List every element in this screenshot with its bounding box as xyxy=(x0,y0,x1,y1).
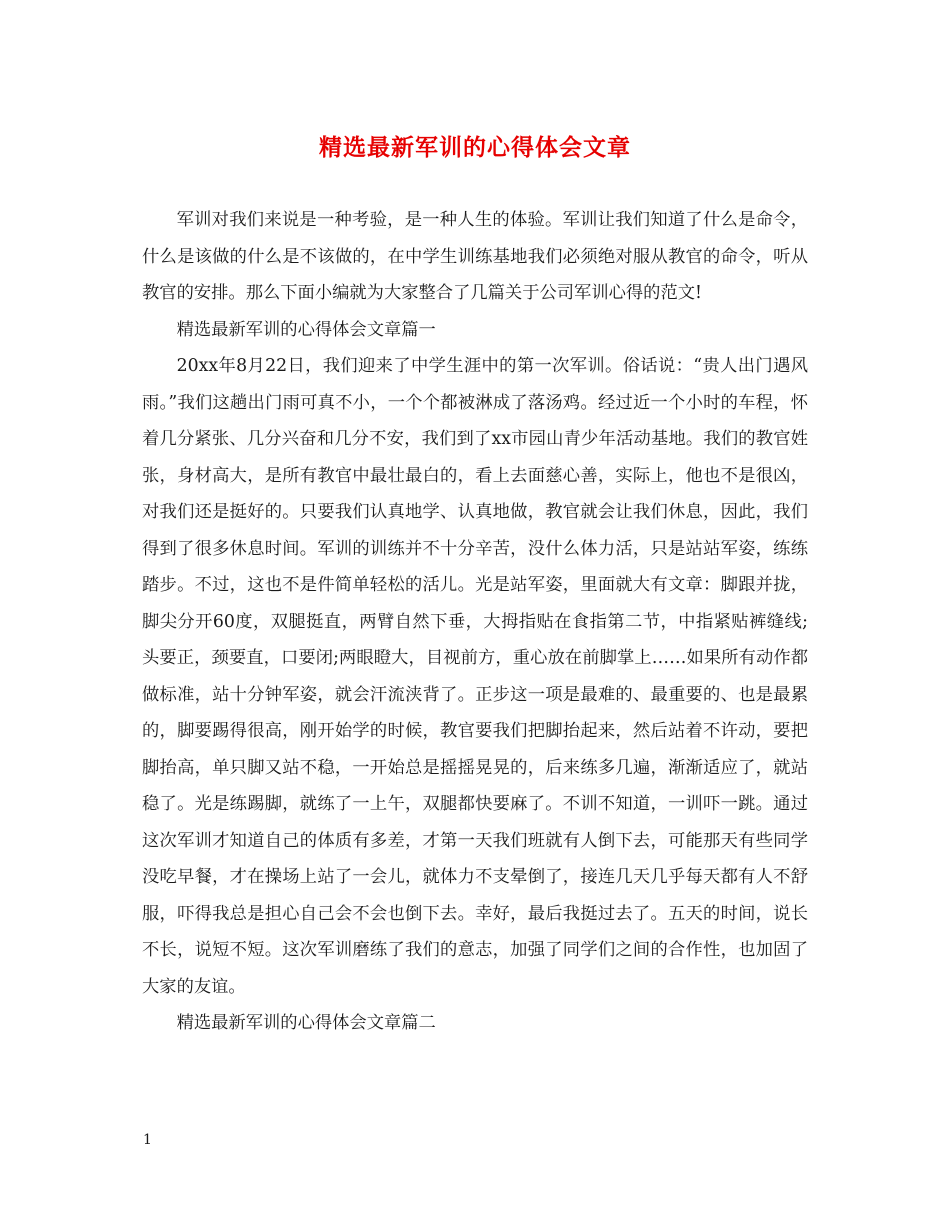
section-heading-one: 精选最新军训的心得体会文章篇一 xyxy=(176,319,436,340)
page-number: 1 xyxy=(143,1132,152,1148)
essay-one-paragraph: 20xx年8月22日，我们迎来了中学生涯中的第一次军训。俗话说：“贵人出门遇风雨。”我们这趟出门雨可真不小，一个个都被淋成了落汤鸡。经过近一个小时的车程，怀着几分紧张、几分兴奋和几分不安，我们到了xx市园山青少年活动基地。我们的教官姓张，身材高大，是所有教官中最壮最白的，看上去面慈心善，实际上，他也不是很凶，对我们还是挺好的。只要我们认真地学、认真地做，教官就会让我们休息，因此，我们得到了很多休息时间。军训的训练并不十分辛苦，没什么体力活，只是站站军姿，练练踏步。不过，这也不是件简单轻松的活儿。光是站军姿，里面就大有文章：脚跟并拢，脚尖分开60度，双腿挺直，两臂自然下垂，大拇指贴在食指第二节，中指紧贴裤缝线;头要正，颈要直，口要闭;两眼瞪大，目视前方，重心放在前脚掌上……如果所有动作都做标准，站十分钟军姿，就会汗流浃背了。正步这一项是最难的、最重要的、也是最累的，脚要踢得很高，刚开始学的时候，教官要我们把脚抬起来，然后站着不许动，要把脚抬高，单只脚又站不稳，一开始总是摇摇晃晃的，后来练多几遍，渐渐适应了，就站稳了。光是练踢脚，就练了一上午，双腿都快要麻了。不训不知道，一训吓一跳。通过这次军训才知道自己的体质有多差，才第一天我们班就有人倒下去，可能那天有些同学没吃早餐，才在操场上站了一会儿，就体力不支晕倒了，接连几天几乎每天都有人不舒服，吓得我总是担心自己会不会也倒下去。幸好，最后我挺过去了。五天的时间，说长不长，说短不短。这次军训磨练了我们的意志，加强了同学们之间的合作性，也加固了大家的友谊。 xyxy=(142,356,808,997)
document-body xyxy=(142,202,808,1042)
section-heading-two: 精选最新军训的心得体会文章篇二 xyxy=(176,1013,436,1033)
document-title: 精选最新军训的心得体会文章 xyxy=(319,134,631,161)
intro-paragraph: 军训对我们来说是一种考验，是一种人生的体验。军训让我们知道了什么是命令，什么是该做的什么是不该做的，在中学生训练基地我们必须绝对服从教官的命令，听从教官的安排。那么下面小编就为大家整合了几篇关于公司军训心得的范文! xyxy=(142,210,808,303)
